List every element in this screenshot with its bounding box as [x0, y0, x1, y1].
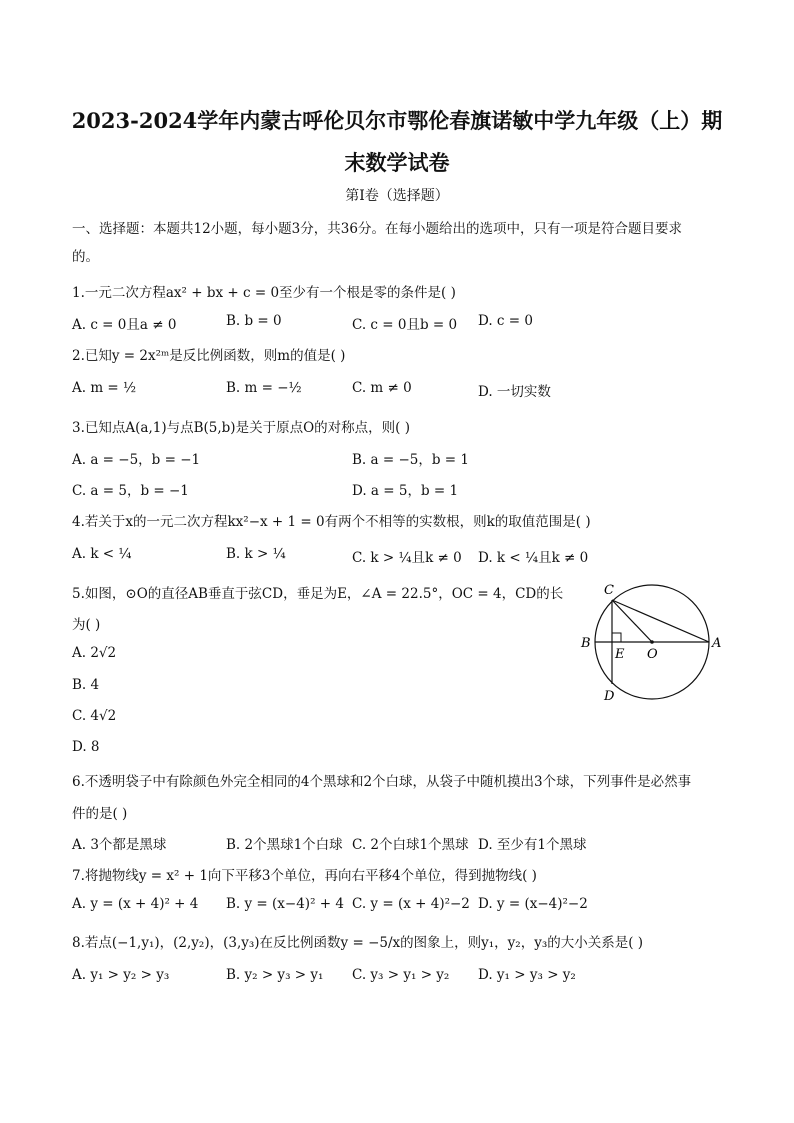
question-7-stem: 7.将抛物线y = x² + 1向下平移3个单位，再向右平移4个单位，得到抛物线( ): [72, 868, 537, 884]
question-1-option-b: B. b = 0: [226, 313, 282, 329]
question-6-option-a: A. 3个都是黑球: [72, 837, 167, 853]
segment-co: [612, 600, 652, 642]
question-2-option-a: A. m = ½: [72, 380, 137, 396]
question-1-stem: 1.一元二次方程ax² + bx + c = 0至少有一个根是零的条件是( ): [72, 285, 456, 301]
question-6-option-c: C. 2个白球1个黑球: [352, 837, 469, 853]
question-3-option-c: C. a = 5，b = −1: [72, 483, 189, 499]
question-8-stem: 8.若点(−1,y₁)，(2,y₂)，(3,y₃)在反比例函数y = −5/x的图象上，则y₁，y₂，y₃的大小关系是( ): [72, 935, 644, 951]
label-e: E: [615, 647, 625, 662]
question-5-option-b: B. 4: [72, 677, 100, 693]
question-1-option-c: C. c = 0且b = 0: [352, 317, 458, 333]
exam-title: [60, 100, 734, 184]
question-6-stem-line-1: 6.不透明袋子中有除颜色外完全相同的4个黑球和2个白球，从袋子中随机摸出3个球，下列事件是必然事: [72, 774, 692, 790]
question-3-stem: 3.已知点A(a,1)与点B(5,b)是关于原点O的对称点，则( ): [72, 420, 410, 436]
question-3-option-b: B. a = −5，b = 1: [352, 452, 469, 468]
question-4-option-a: A. k < ¼: [72, 546, 132, 562]
question-6-option-d: D. 至少有1个黑球: [478, 837, 587, 853]
instructions: [72, 215, 724, 271]
question-7-option-d: D. y = (x−4)²−2: [478, 896, 588, 912]
circle-geometry-figure: [575, 580, 735, 705]
question-4-option-c: C. k > ¼且k ≠ 0: [352, 550, 462, 566]
question-3-option-a: A. a = −5，b = −1: [72, 452, 201, 468]
question-5-option-a: A. 2√2: [72, 645, 117, 661]
instructions-line-1: 一、选择题：本题共12小题，每小题3分，共36分。在每小题给出的选项中，只有一项是符合题目要求: [72, 221, 682, 237]
right-angle-mark: [612, 633, 621, 642]
question-7-option-a: A. y = (x + 4)² + 4: [72, 896, 199, 912]
question-1-option-a: A. c = 0且a ≠ 0: [72, 317, 177, 333]
question-2-option-b: B. m = −½: [226, 380, 302, 396]
question-5-option-c: C. 4√2: [72, 708, 117, 724]
question-8-option-c: C. y₃ > y₁ > y₂: [352, 967, 450, 983]
question-7-option-b: B. y = (x−4)² + 4: [226, 896, 344, 912]
question-4-option-b: B. k > ¼: [226, 546, 286, 562]
segment-ca: [612, 600, 709, 642]
question-1-option-d: D. c = 0: [478, 313, 533, 329]
label-b: B: [581, 636, 591, 651]
question-6-option-b: B. 2个黑球1个白球: [226, 837, 343, 853]
question-8-option-b: B. y₂ > y₃ > y₁: [226, 967, 324, 983]
question-5-stem-line-1: 5.如图，⊙O的直径AB垂直于弦CD，垂足为E，∠A = 22.5°，OC = 4，CD的长: [72, 586, 564, 602]
question-7-option-c: C. y = (x + 4)²−2: [352, 896, 470, 912]
title-line-2: 末数学试卷: [344, 150, 450, 175]
question-3-option-d: D. a = 5，b = 1: [352, 483, 459, 499]
question-5-stem-line-2: 为( ): [72, 617, 101, 633]
question-2-stem: 2.已知y = 2x²ᵐ是反比例函数，则m的值是( ): [72, 348, 346, 364]
center-point-o: [650, 640, 654, 644]
section-heading: 第Ⅰ卷（选择题）: [345, 188, 449, 204]
title-line-1: 2023-2024学年内蒙古呼伦贝尔市鄂伦春旗诺敏中学九年级（上）期: [71, 108, 723, 133]
label-a: A: [712, 636, 722, 651]
question-2-option-d: D. 一切实数: [478, 384, 551, 400]
instructions-line-2: 的。: [72, 249, 99, 265]
question-4-stem: 4.若关于x的一元二次方程kx²−x + 1 = 0有两个不相等的实数根，则k的取值范围是( ): [72, 514, 591, 530]
question-8-option-a: A. y₁ > y₂ > y₃: [72, 967, 170, 983]
question-8-option-d: D. y₁ > y₃ > y₂: [478, 967, 576, 983]
label-d: D: [604, 689, 615, 704]
question-4-option-d: D. k < ¼且k ≠ 0: [478, 550, 589, 566]
question-6-stem-line-2: 件的是( ): [72, 806, 128, 822]
question-2-option-c: C. m ≠ 0: [352, 380, 412, 396]
label-o: O: [647, 647, 658, 662]
question-5-option-d: D. 8: [72, 739, 100, 755]
label-c: C: [604, 583, 614, 598]
